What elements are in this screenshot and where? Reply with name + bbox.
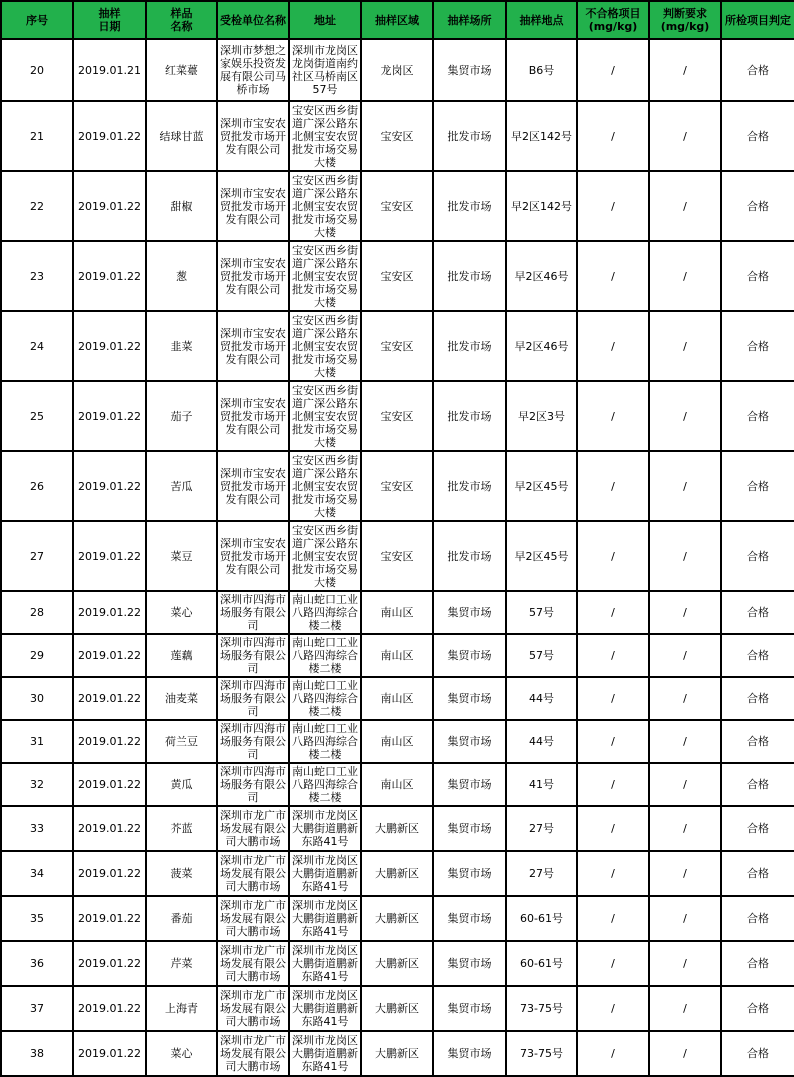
- table-cell: 葱: [146, 241, 217, 311]
- table-cell: 大鹏新区: [361, 851, 433, 896]
- table-cell: 2019.01.22: [73, 241, 146, 311]
- table-cell: 深圳市宝安农贸批发市场开发有限公司: [217, 521, 289, 591]
- table-cell: 深圳市宝安农贸批发市场开发有限公司: [217, 171, 289, 241]
- table-cell: 南山区: [361, 634, 433, 677]
- table-cell: 2019.01.22: [73, 591, 146, 634]
- table-cell: 27号: [506, 806, 577, 851]
- table-cell: 合格: [721, 451, 794, 521]
- column-header-col-inspected-unit: [217, 1, 289, 39]
- table-cell: 31: [1, 720, 73, 763]
- table-cell: 大鹏新区: [361, 986, 433, 1031]
- table-cell: 宝安区: [361, 311, 433, 381]
- table-cell: 莲藕: [146, 634, 217, 677]
- table-cell: 60-61号: [506, 896, 577, 941]
- table-cell: 宝安区: [361, 171, 433, 241]
- table-cell: 批发市场: [433, 241, 506, 311]
- table-cell: 集贸市场: [433, 806, 506, 851]
- table-cell: /: [577, 677, 649, 720]
- table-cell: 深圳市四海市场服务有限公司: [217, 591, 289, 634]
- column-header-text: 样品: [170, 7, 193, 20]
- table-cell: 早2区46号: [506, 241, 577, 311]
- table-cell: 批发市场: [433, 171, 506, 241]
- table-cell: 集贸市场: [433, 896, 506, 941]
- table-cell: 2019.01.22: [73, 851, 146, 896]
- table-cell: /: [577, 591, 649, 634]
- table-cell: 深圳市梦想之家娱乐投资发展有限公司马桥市场: [217, 39, 289, 101]
- column-header-col-unqualified-items: [577, 1, 649, 39]
- table-cell: 韭菜: [146, 311, 217, 381]
- table-cell: 合格: [721, 101, 794, 171]
- table-cell: 早2区45号: [506, 521, 577, 591]
- table-cell: 宝安区西乡街道广深公路东北侧宝安农贸批发市场交易大楼: [289, 521, 361, 591]
- table-row: [1, 241, 794, 311]
- table-cell: 深圳市四海市场服务有限公司: [217, 720, 289, 763]
- table-cell: 合格: [721, 39, 794, 101]
- header-row: [1, 1, 794, 39]
- table-cell: /: [649, 101, 721, 171]
- table-cell: 批发市场: [433, 101, 506, 171]
- table-cell: 南山蛇口工业八路四海综合楼二楼: [289, 591, 361, 634]
- table-cell: 2019.01.22: [73, 634, 146, 677]
- table-cell: 甜椒: [146, 171, 217, 241]
- table-cell: 批发市场: [433, 521, 506, 591]
- table-cell: /: [649, 720, 721, 763]
- table-cell: 22: [1, 171, 73, 241]
- table-row: [1, 851, 794, 896]
- table-cell: 2019.01.22: [73, 720, 146, 763]
- table-cell: 油麦菜: [146, 677, 217, 720]
- table-cell: 集贸市场: [433, 591, 506, 634]
- table-cell: 红菜薹: [146, 39, 217, 101]
- table-cell: /: [649, 591, 721, 634]
- column-header-text: 所检项目判定: [725, 13, 791, 27]
- table-cell: 57号: [506, 591, 577, 634]
- table-cell: /: [577, 634, 649, 677]
- table-cell: 深圳市宝安农贸批发市场开发有限公司: [217, 101, 289, 171]
- column-header-text: 序号: [26, 13, 48, 27]
- table-cell: /: [577, 381, 649, 451]
- table-cell: 宝安区: [361, 381, 433, 451]
- table-cell: 2019.01.22: [73, 381, 146, 451]
- table-cell: /: [649, 311, 721, 381]
- column-header-col-judgment-requirement: [649, 1, 721, 39]
- table-cell: 宝安区西乡街道广深公路东北侧宝安农贸批发市场交易大楼: [289, 241, 361, 311]
- table-cell: 宝安区西乡街道广深公路东北侧宝安农贸批发市场交易大楼: [289, 171, 361, 241]
- table-cell: /: [577, 806, 649, 851]
- table-cell: 合格: [721, 241, 794, 311]
- table-cell: 南山区: [361, 591, 433, 634]
- table-row: [1, 171, 794, 241]
- table-cell: 37: [1, 986, 73, 1031]
- table-cell: 宝安区: [361, 101, 433, 171]
- table-cell: /: [577, 1031, 649, 1076]
- table-cell: 集贸市场: [433, 677, 506, 720]
- table-cell: 芹菜: [146, 941, 217, 986]
- table-row: [1, 39, 794, 101]
- table-cell: 合格: [721, 634, 794, 677]
- table-cell: 2019.01.22: [73, 806, 146, 851]
- table-cell: 合格: [721, 381, 794, 451]
- table-cell: 44号: [506, 720, 577, 763]
- table-cell: 龙岗区: [361, 39, 433, 101]
- table-cell: 集贸市场: [433, 720, 506, 763]
- table-cell: /: [577, 521, 649, 591]
- table-cell: 57号: [506, 634, 577, 677]
- table-cell: 深圳市龙广市场发展有限公司大鹏市场: [217, 851, 289, 896]
- table-row: [1, 634, 794, 677]
- column-header-col-sample-name: [146, 1, 217, 39]
- table-row: [1, 986, 794, 1031]
- table-cell: 批发市场: [433, 311, 506, 381]
- table-cell: 2019.01.22: [73, 896, 146, 941]
- table-cell: 南山区: [361, 677, 433, 720]
- table-cell: 2019.01.22: [73, 451, 146, 521]
- table-cell: /: [649, 851, 721, 896]
- table-cell: 34: [1, 851, 73, 896]
- table-cell: 深圳市宝安农贸批发市场开发有限公司: [217, 311, 289, 381]
- table-cell: 2019.01.22: [73, 986, 146, 1031]
- table-cell: 黄瓜: [146, 763, 217, 806]
- column-header-text: 不合格项目: [585, 7, 641, 20]
- table-cell: 批发市场: [433, 451, 506, 521]
- table-cell: 2019.01.22: [73, 101, 146, 171]
- table-cell: 27号: [506, 851, 577, 896]
- table-cell: 21: [1, 101, 73, 171]
- column-header-text: (mg/kg): [588, 20, 638, 33]
- table-cell: 南山区: [361, 720, 433, 763]
- table-cell: 合格: [721, 171, 794, 241]
- table-cell: 合格: [721, 591, 794, 634]
- table-cell: 宝安区西乡街道广深公路东北侧宝安农贸批发市场交易大楼: [289, 451, 361, 521]
- table-cell: 25: [1, 381, 73, 451]
- table-cell: 集贸市场: [433, 1031, 506, 1076]
- table-cell: 合格: [721, 1031, 794, 1076]
- table-cell: 深圳市龙岗区大鹏街道鹏新东路41号: [289, 806, 361, 851]
- table-row: [1, 591, 794, 634]
- column-header-col-verdict: [721, 1, 794, 39]
- table-cell: 番茄: [146, 896, 217, 941]
- table-cell: /: [649, 381, 721, 451]
- table-cell: 30: [1, 677, 73, 720]
- table-cell: /: [577, 171, 649, 241]
- table-cell: 合格: [721, 941, 794, 986]
- column-header-col-sampling-date: [73, 1, 146, 39]
- table-cell: 深圳市四海市场服务有限公司: [217, 677, 289, 720]
- table-cell: 23: [1, 241, 73, 311]
- table-cell: 上海青: [146, 986, 217, 1031]
- table-cell: 深圳市龙岗区龙岗街道南约社区马桥南区57号: [289, 39, 361, 101]
- table-cell: 早2区142号: [506, 171, 577, 241]
- table-cell: 大鹏新区: [361, 806, 433, 851]
- column-header-col-sampling-venue: [433, 1, 506, 39]
- table-cell: /: [649, 941, 721, 986]
- table-cell: 深圳市龙广市场发展有限公司大鹏市场: [217, 941, 289, 986]
- table-cell: 菜心: [146, 1031, 217, 1076]
- table-cell: 荷兰豆: [146, 720, 217, 763]
- table-cell: 早2区46号: [506, 311, 577, 381]
- table-cell: 2019.01.22: [73, 171, 146, 241]
- table-cell: 集贸市场: [433, 634, 506, 677]
- table-cell: /: [649, 763, 721, 806]
- column-header-text: 判断要求: [663, 7, 707, 20]
- table-cell: /: [577, 851, 649, 896]
- table-cell: 集贸市场: [433, 763, 506, 806]
- table-cell: 南山蛇口工业八路四海综合楼二楼: [289, 634, 361, 677]
- table-cell: 38: [1, 1031, 73, 1076]
- table-cell: 合格: [721, 720, 794, 763]
- column-header-text: 受检单位名称: [220, 13, 286, 27]
- column-header-col-sampling-location: [506, 1, 577, 39]
- table-cell: 菠菜: [146, 851, 217, 896]
- table-cell: /: [577, 896, 649, 941]
- table-cell: 集贸市场: [433, 986, 506, 1031]
- table-cell: 深圳市龙广市场发展有限公司大鹏市场: [217, 1031, 289, 1076]
- table-cell: 结球甘蓝: [146, 101, 217, 171]
- table-cell: 合格: [721, 896, 794, 941]
- table-cell: 深圳市宝安农贸批发市场开发有限公司: [217, 451, 289, 521]
- column-header-text: 抽样区域: [375, 13, 419, 27]
- table-cell: /: [649, 986, 721, 1031]
- column-header-col-serial: [1, 1, 73, 39]
- table-row: [1, 521, 794, 591]
- table-cell: 合格: [721, 311, 794, 381]
- table-cell: 深圳市龙岗区大鹏街道鹏新东路41号: [289, 1031, 361, 1076]
- table-cell: /: [649, 451, 721, 521]
- table-cell: 深圳市宝安农贸批发市场开发有限公司: [217, 381, 289, 451]
- column-header-col-sampling-region: [361, 1, 433, 39]
- table-cell: 2019.01.22: [73, 763, 146, 806]
- table-cell: /: [577, 451, 649, 521]
- table-cell: 宝安区: [361, 241, 433, 311]
- column-header-text: 名称: [170, 20, 193, 33]
- table-cell: /: [577, 763, 649, 806]
- table-cell: 2019.01.22: [73, 677, 146, 720]
- table-cell: /: [649, 521, 721, 591]
- column-header-text: (mg/kg): [660, 20, 710, 33]
- table-cell: 合格: [721, 521, 794, 591]
- column-header-text: 抽样地点: [519, 13, 564, 27]
- table-cell: 大鹏新区: [361, 1031, 433, 1076]
- table-cell: 深圳市宝安农贸批发市场开发有限公司: [217, 241, 289, 311]
- table-cell: 大鹏新区: [361, 941, 433, 986]
- table-row: [1, 720, 794, 763]
- table-cell: 44号: [506, 677, 577, 720]
- table-cell: 20: [1, 39, 73, 101]
- table-cell: 合格: [721, 763, 794, 806]
- table-cell: /: [577, 311, 649, 381]
- table-row: [1, 1031, 794, 1076]
- table-row: [1, 941, 794, 986]
- column-header-text: 抽样: [98, 7, 121, 20]
- table-cell: 73-75号: [506, 1031, 577, 1076]
- table-cell: 深圳市龙广市场发展有限公司大鹏市场: [217, 896, 289, 941]
- table-cell: 南山蛇口工业八路四海综合楼二楼: [289, 720, 361, 763]
- table-cell: 批发市场: [433, 381, 506, 451]
- table-cell: 宝安区: [361, 451, 433, 521]
- table-row: [1, 101, 794, 171]
- table-cell: 2019.01.22: [73, 941, 146, 986]
- table-cell: /: [577, 241, 649, 311]
- table-cell: 深圳市龙岗区大鹏街道鹏新东路41号: [289, 986, 361, 1031]
- table-row: [1, 896, 794, 941]
- table-cell: 芥蓝: [146, 806, 217, 851]
- table-cell: 2019.01.22: [73, 311, 146, 381]
- table-cell: 合格: [721, 806, 794, 851]
- table-row: [1, 806, 794, 851]
- table-cell: 29: [1, 634, 73, 677]
- table-cell: /: [577, 986, 649, 1031]
- table-cell: 早2区45号: [506, 451, 577, 521]
- table-cell: /: [649, 171, 721, 241]
- table-cell: 早2区142号: [506, 101, 577, 171]
- table-cell: 60-61号: [506, 941, 577, 986]
- table-cell: 35: [1, 896, 73, 941]
- table-cell: 宝安区西乡街道广深公路东北侧宝安农贸批发市场交易大楼: [289, 311, 361, 381]
- table-cell: 深圳市四海市场服务有限公司: [217, 763, 289, 806]
- table-cell: 合格: [721, 851, 794, 896]
- column-header-text: 地址: [314, 13, 336, 27]
- table-cell: /: [577, 720, 649, 763]
- table-cell: /: [649, 806, 721, 851]
- table-cell: 菜豆: [146, 521, 217, 591]
- table-cell: 宝安区: [361, 521, 433, 591]
- table-cell: 菜心: [146, 591, 217, 634]
- table-cell: /: [649, 634, 721, 677]
- table-cell: /: [577, 941, 649, 986]
- table-row: [1, 311, 794, 381]
- table-cell: 合格: [721, 677, 794, 720]
- table-cell: 深圳市龙岗区大鹏街道鹏新东路41号: [289, 896, 361, 941]
- table-cell: 早2区3号: [506, 381, 577, 451]
- table-cell: 2019.01.22: [73, 521, 146, 591]
- table-cell: 深圳市龙广市场发展有限公司大鹏市场: [217, 806, 289, 851]
- table-row: [1, 677, 794, 720]
- table-cell: 24: [1, 311, 73, 381]
- table-row: [1, 381, 794, 451]
- table-cell: 28: [1, 591, 73, 634]
- table-cell: 36: [1, 941, 73, 986]
- table-cell: B6号: [506, 39, 577, 101]
- table-cell: 宝安区西乡街道广深公路东北侧宝安农贸批发市场交易大楼: [289, 381, 361, 451]
- table-cell: 南山蛇口工业八路四海综合楼二楼: [289, 677, 361, 720]
- table-cell: /: [577, 101, 649, 171]
- table-cell: 苦瓜: [146, 451, 217, 521]
- table-row: [1, 763, 794, 806]
- table-cell: 集贸市场: [433, 941, 506, 986]
- table-cell: 27: [1, 521, 73, 591]
- table-cell: 41号: [506, 763, 577, 806]
- table-cell: 深圳市四海市场服务有限公司: [217, 634, 289, 677]
- table-cell: 深圳市龙广市场发展有限公司大鹏市场: [217, 986, 289, 1031]
- table-cell: /: [649, 1031, 721, 1076]
- table-cell: 2019.01.22: [73, 1031, 146, 1076]
- table-cell: 集贸市场: [433, 851, 506, 896]
- table-cell: 合格: [721, 986, 794, 1031]
- table-cell: 26: [1, 451, 73, 521]
- table-cell: 大鹏新区: [361, 896, 433, 941]
- table-cell: 南山区: [361, 763, 433, 806]
- table-cell: 2019.01.21: [73, 39, 146, 101]
- table-cell: /: [649, 896, 721, 941]
- table-cell: 32: [1, 763, 73, 806]
- table-cell: 集贸市场: [433, 39, 506, 101]
- table-cell: 33: [1, 806, 73, 851]
- table-cell: 73-75号: [506, 986, 577, 1031]
- column-header-text: 抽样场所: [447, 13, 492, 27]
- table-cell: 南山蛇口工业八路四海综合楼二楼: [289, 763, 361, 806]
- column-header-text: 日期: [98, 20, 121, 33]
- table-cell: /: [649, 241, 721, 311]
- table-cell: /: [649, 39, 721, 101]
- table-cell: 宝安区西乡街道广深公路东北侧宝安农贸批发市场交易大楼: [289, 101, 361, 171]
- table-cell: /: [577, 39, 649, 101]
- table-cell: /: [649, 677, 721, 720]
- table-cell: 深圳市龙岗区大鹏街道鹏新东路41号: [289, 851, 361, 896]
- table-cell: 深圳市龙岗区大鹏街道鹏新东路41号: [289, 941, 361, 986]
- table-cell: 茄子: [146, 381, 217, 451]
- column-header-col-address: [289, 1, 361, 39]
- table-row: [1, 451, 794, 521]
